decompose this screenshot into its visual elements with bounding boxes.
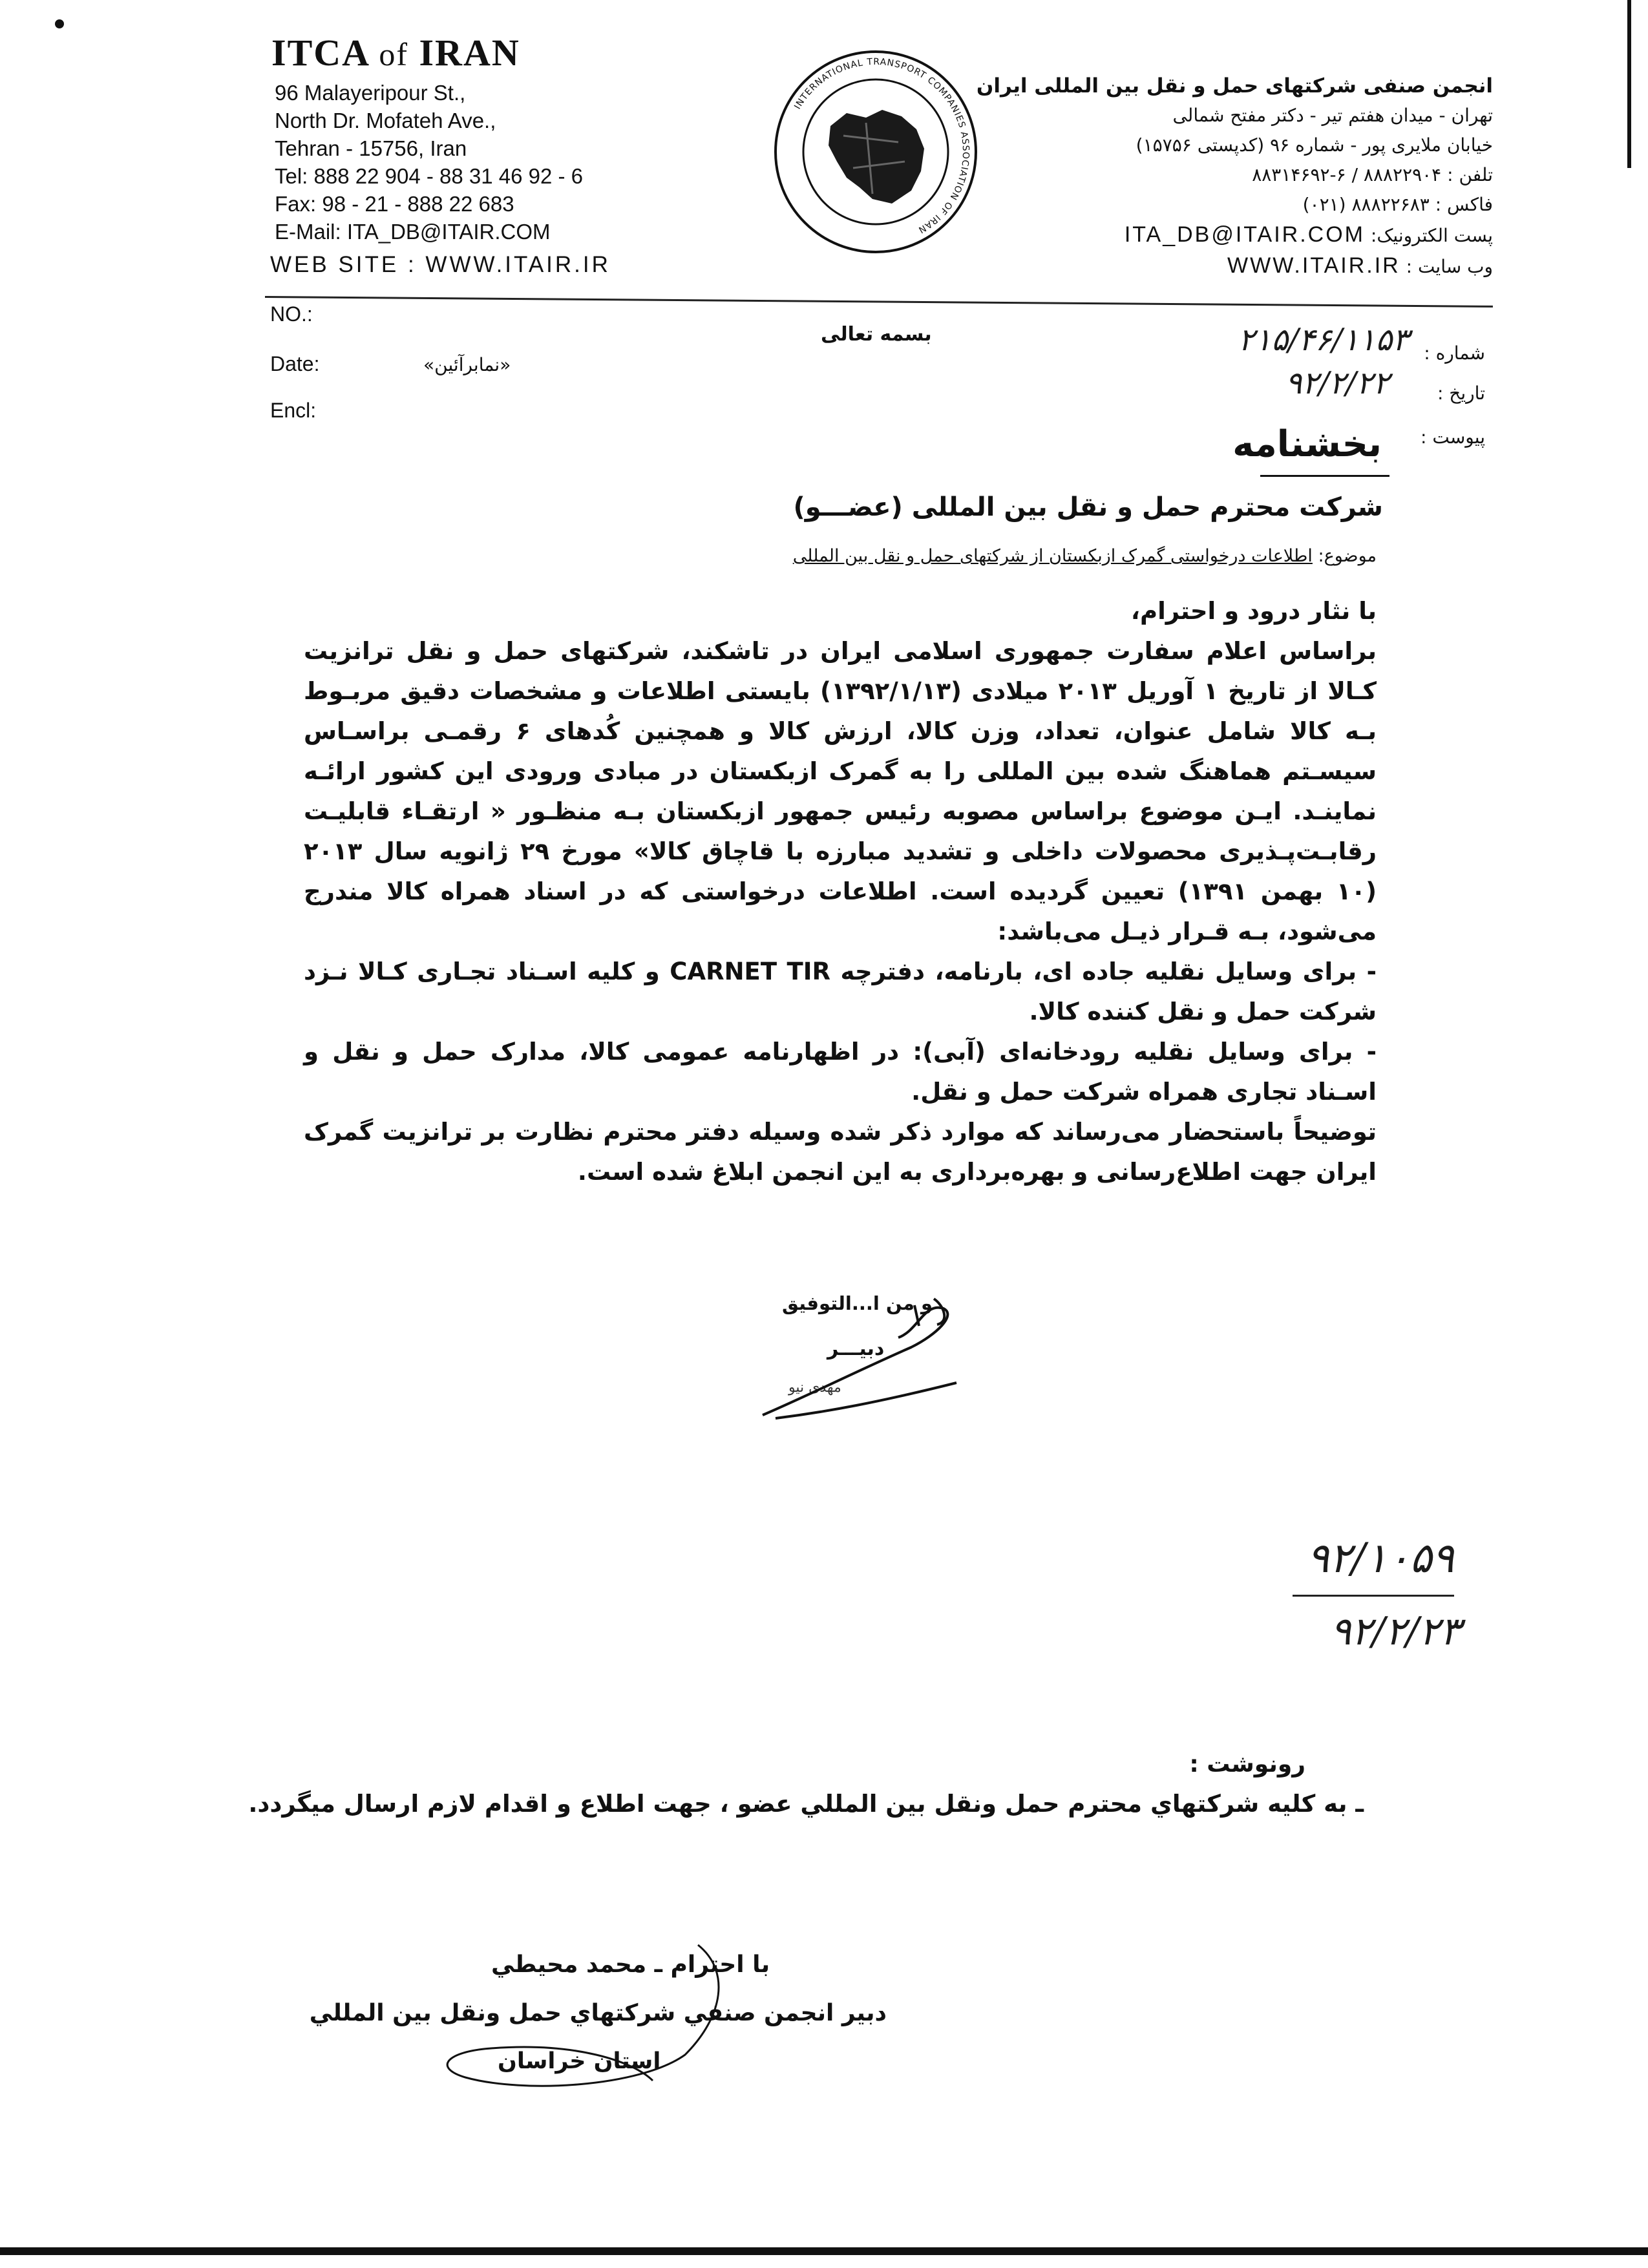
letter-number: ۲۱۵/۴۶/۱۱۵۳ xyxy=(1238,322,1409,358)
email-value: ITA_DB@ITAIR.COM xyxy=(1124,222,1365,247)
email-line-fa xyxy=(977,220,1493,251)
org-name-country: IRAN xyxy=(419,32,520,74)
body-paragraph: توضیحاً باستحضار می‌رساند که موارد ذکر شده وسیله دفتر محترم نظارت بر ترانزیت گمرک ایران جهت اطلاع‌رسانی و بهره‌برداری به این انجمن ابلاغ شده است. xyxy=(304,1118,1377,1186)
address-block-en xyxy=(275,79,583,246)
bismillah: بسمه تعالی xyxy=(821,323,932,346)
handwritten-ref-number: ۹۲/۱۰۵۹ xyxy=(1307,1535,1454,1582)
encl-label: Encl: xyxy=(270,399,317,422)
email-line: E-Mail: ITA_DB@ITAIR.COM xyxy=(275,220,551,244)
letterhead-fa xyxy=(977,71,1493,282)
date-label-fa: تاریخ : xyxy=(1437,383,1485,404)
cc-line: ـ به کلیه شرکتهاي محترم حمل ونقل بین المللي عضو ، جهت اطلاع و اقدام لازم ارسال میگردد. xyxy=(248,1790,1364,1818)
encl-label-fa: پیوست : xyxy=(1421,426,1485,448)
handwritten-divider xyxy=(1293,1595,1454,1597)
regards-line: با احترام ـ محمد محیطي xyxy=(491,1951,770,1978)
subject-line xyxy=(793,546,1377,566)
subject-label: موضوع: xyxy=(1312,546,1377,566)
email-label-fa: پست الکترونیک: xyxy=(1365,225,1493,246)
closing-phrase: و من ا...التوفیق xyxy=(782,1292,933,1314)
address-line-fa: خیابان ملایری پور - شماره ۹۶ (کدپستی ۱۵۷۵۶) xyxy=(1136,134,1493,156)
fax-note: «نمابرآئین» xyxy=(423,354,511,375)
fax-line-fa: فاکس : ۸۸۸۲۲۶۸۳ (۰۲۱) xyxy=(1302,194,1493,215)
signer-name: مهدی نیو xyxy=(788,1380,841,1396)
bullet-item: - برای وسایل نقلیه جاده ای، بارنامه، دفترچه CARNET TIR و کلیه اسـناد تجـاری کـالا نـزد شرکت حمل و نقل کننده کالا. xyxy=(304,958,1377,1025)
fax-line: Fax: 98 - 21 - 888 22 683 xyxy=(275,192,514,216)
letter-date: ۹۲/۲/۲۲ xyxy=(1285,365,1389,401)
letter-body xyxy=(304,591,1377,1192)
handwritten-ref-date: ۹۲/۲/۲۳ xyxy=(1330,1609,1461,1654)
website-en: WEB SITE : WWW.ITAIR.IR xyxy=(270,252,611,277)
org-name-en xyxy=(271,31,520,74)
subject-text: اطلاعات درخواستی گمرک ازبکستان از شرکتهای حمل و نقل بین المللی xyxy=(792,546,1313,566)
signature-loop xyxy=(420,1932,834,2100)
scan-speck xyxy=(55,19,64,28)
emblem-ring-text: INTERNATIONAL TRANSPORT COMPANIES ASSOCIATION OF IRAN xyxy=(792,56,971,236)
org-name-of: of xyxy=(379,36,408,72)
iran-map-icon xyxy=(829,110,924,204)
address-line-fa: تهران - میدان هفتم تیر - دکتر مفتح شمالی xyxy=(1172,105,1493,126)
website-label-fa: وب سایت : xyxy=(1400,256,1493,277)
bullet-item: - برای وسایل نقلیه رودخانه‌ای (آبی): در اظهارنامه عمومی کالا، مدارک حمل و نقل و اسـناد تجاری همراه شرکت حمل و نقل. xyxy=(304,1038,1377,1106)
date-label: Date: xyxy=(270,352,320,375)
greeting: با نثار درود و احترام، xyxy=(1130,597,1377,625)
signer-title: دبیـــر xyxy=(827,1338,885,1360)
scan-edge xyxy=(1627,0,1631,168)
cc-label: رونوشت : xyxy=(1189,1751,1305,1778)
association-emblem xyxy=(769,45,982,258)
addressee: شرکت محترم حمل و نقل بین المللی (عضـــو) xyxy=(793,492,1383,522)
header-divider xyxy=(265,296,1493,308)
telephone-line: Tel: 888 22 904 - 88 31 46 92 - 6 xyxy=(275,164,584,188)
body-paragraph: براساس اعلام سفارت جمهوری اسلامی ایران در تاشکند، شرکتهای حمل و نقل ترانزیت کـالا از تاریخ ۱ آوریل ۲۰۱۳ میلادی (۱۳۹۲/۱/۱۳) بایستی اطلاعات و مشخصات دقیق مربـوط بـه کالا شامل عنوان، تعداد، وزن کالا، ارزش کالا و همچنین کُدهای ۶ رقمـی براسـاس سیسـتم هماهنگ شده بین المللی را به گمرک ازبکستان در مبادی ورودی این کشور ارائـه نماینـد. ایـن موضوع براساس مصوبه رئیس جمهور ازبکستان بـه منظـور « ارتقـاء قابلیـت رقابـت‌پـذیری محصولات داخلی و تشدید مبارزه با قاچاق کالا» مورخ ۲۹ ژانویه سال ۲۰۱۳ (۱۰ بهمن ۱۳۹۱) تعیین گردیده است. اطلاعات درخواستی که در اسناد همراه کالا مندرج می‌شود، بـه قـرار ذیـل می‌باشد: xyxy=(304,637,1377,945)
org-name-abbrev: ITCA xyxy=(271,32,368,74)
address-line: North Dr. Mofateh Ave., xyxy=(275,109,496,132)
telephone-line-fa: تلفن : ۸۸۸۲۲۹۰۴ / ۶-۸۸۳۱۴۶۹۲ xyxy=(1252,164,1493,185)
website-value: WWW.ITAIR.IR xyxy=(1227,253,1400,278)
website-line-fa xyxy=(977,251,1493,282)
province-line: استان خراسان xyxy=(498,2048,661,2074)
signature-scribble xyxy=(750,1286,982,1434)
document-title: بخشنامه xyxy=(1232,423,1382,465)
signer-position: دبیر انجمن صنفي شرکتهاي حمل ونقل بین المللي xyxy=(309,2000,887,2026)
title-underline xyxy=(1260,475,1389,477)
address-line: Tehran - 15756, Iran xyxy=(275,136,467,160)
org-name-fa: انجمن صنفی شرکتهای حمل و نقل بین المللی ایران xyxy=(976,74,1493,98)
address-line: 96 Malayeripour St., xyxy=(275,81,466,105)
scan-bottom-edge xyxy=(0,2247,1648,2255)
no-label: NO.: xyxy=(270,302,313,326)
number-label-fa: شماره : xyxy=(1424,342,1485,364)
